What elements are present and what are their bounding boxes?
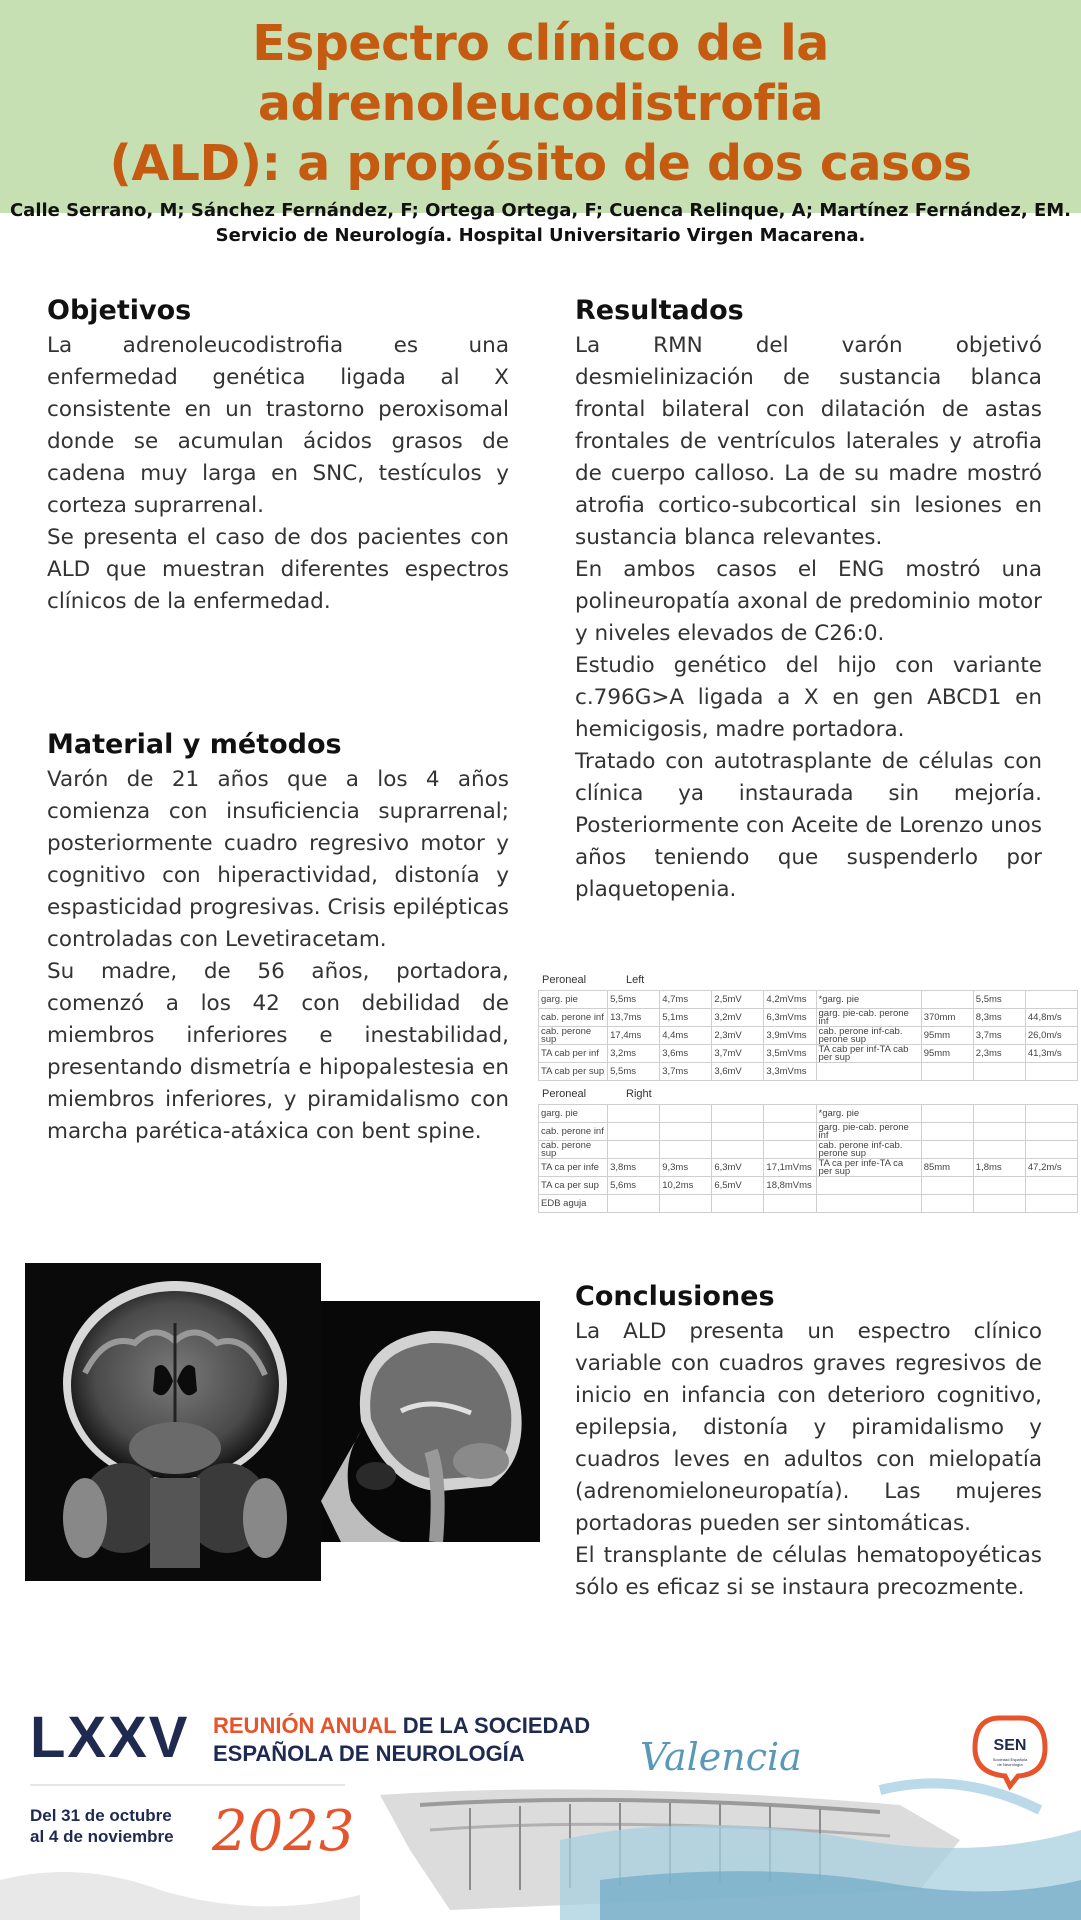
congress-footer (0, 1690, 1081, 1920)
table-cell: 5,1ms (660, 1009, 712, 1027)
table-cell: 3,6ms (660, 1045, 712, 1063)
eng-right-nerve: Peroneal (542, 1088, 587, 1100)
table-cell (1025, 1195, 1077, 1213)
objetivos-heading: Objetivos (47, 295, 192, 326)
sen-logo-text: SEN (993, 1737, 1027, 1754)
table-cell: 3,8ms (608, 1159, 660, 1177)
table-cell: 2,3ms (973, 1045, 1025, 1063)
table-cell: TA cab per sup (539, 1063, 608, 1081)
eng-right-side: Right (626, 1088, 652, 1100)
table-cell (973, 1105, 1025, 1123)
table-cell: 18,8mVms (764, 1177, 816, 1195)
table-cell: 4,7ms (660, 991, 712, 1009)
congress-roman-number: LXXV (30, 1705, 190, 1770)
table-cell (1025, 1105, 1077, 1123)
metodos-paragraph-1: Varón de 21 años que a los 4 años comienza con insuficiencia suprarrenal; posteriormente cuadro regresivo motor y cognitivo con hiperactividad, distonía y espasticidad progresivas. Crisis epilépticas controladas con Levetiracetam. (47, 767, 509, 952)
table-cell: 3,7mV (712, 1045, 764, 1063)
table-cell: 26,0m/s (1025, 1027, 1077, 1045)
table-cell: TA ca per infe-TA ca per sup (816, 1159, 921, 1177)
eng-right-header (538, 1084, 1078, 1104)
table-cell (712, 1195, 764, 1213)
table-cell: garg. pie (539, 1105, 608, 1123)
table-cell: 2,3mV (712, 1027, 764, 1045)
congress-line-2: ESPAÑOLA DE NEUROLOGÍA (213, 1741, 525, 1766)
table-cell: 6,5mV (712, 1177, 764, 1195)
table-cell: 5,5ms (608, 991, 660, 1009)
table-cell: cab. perone inf (539, 1009, 608, 1027)
table-cell (973, 1195, 1025, 1213)
congress-city: Valencia (640, 1735, 802, 1779)
table-cell (764, 1123, 816, 1141)
objetivos-paragraph-2: Se presenta el caso de dos pacientes con ALD que muestran diferentes espectros clínicos de la enfermedad. (47, 525, 509, 614)
table-cell (921, 1105, 973, 1123)
eng-left-table (538, 990, 1078, 1081)
table-cell: TA ca per infe (539, 1159, 608, 1177)
resultados-paragraph-3: Estudio genético del hijo con variante c.796G>A ligada a X en gen ABCD1 en hemicigosis, madre portadora. (575, 653, 1042, 742)
metodos-section (47, 728, 509, 1148)
table-cell: 85mm (921, 1159, 973, 1177)
resultados-section (575, 294, 1042, 906)
table-cell (764, 1195, 816, 1213)
sen-logo (975, 1718, 1045, 1786)
conclusiones-heading: Conclusiones (575, 1281, 775, 1312)
table-cell: EDB aguja (539, 1195, 608, 1213)
table-cell (973, 1063, 1025, 1081)
table-cell: *garg. pie (816, 991, 921, 1009)
table-cell: 370mm (921, 1009, 973, 1027)
table-cell (921, 1063, 973, 1081)
table-row (539, 1141, 1078, 1159)
table-cell (816, 1195, 921, 1213)
table-cell: 8,3ms (973, 1009, 1025, 1027)
table-cell (764, 1105, 816, 1123)
table-cell (608, 1141, 660, 1159)
eng-left-header (538, 970, 1078, 990)
table-cell: *garg. pie (816, 1105, 921, 1123)
table-cell (712, 1105, 764, 1123)
table-cell (921, 1141, 973, 1159)
mri-images (25, 1263, 540, 1581)
table-row (539, 991, 1078, 1009)
table-cell: 4,2mVms (764, 991, 816, 1009)
table-row (539, 1105, 1078, 1123)
table-cell (660, 1123, 712, 1141)
congress-banner (0, 1690, 1081, 1920)
table-cell: 41,3m/s (1025, 1045, 1077, 1063)
table-cell (816, 1063, 921, 1081)
table-cell: 4,4ms (660, 1027, 712, 1045)
table-cell: 3,5mVms (764, 1045, 816, 1063)
table-cell: TA cab per inf (539, 1045, 608, 1063)
poster-header (0, 0, 1081, 246)
table-cell: 3,7ms (973, 1027, 1025, 1045)
resultados-paragraph-1: La RMN del varón objetivó desmielinización de sustancia blanca frontal bilateral con dilatación de astas frontales de ventrículos laterales y atrofia de cuerpo calloso. La de su madre mostró atrofia cortico-subcortical sin lesiones en sustancia blanca relevantes. (575, 333, 1042, 550)
authors: Calle Serrano, M; Sánchez Fernández, F; Ortega Ortega, F; Cuenca Relinque, A; Martínez Fernández, EM. (9, 200, 1072, 221)
table-cell: 13,7ms (608, 1009, 660, 1027)
table-cell: 5,5ms (973, 991, 1025, 1009)
mri-coronal-image (25, 1263, 321, 1581)
sen-logo-subtitle-1: Sociedad Española (992, 1757, 1028, 1762)
table-cell (1025, 1063, 1077, 1081)
table-row (539, 1009, 1078, 1027)
sen-logo-subtitle-2: de Neurología (997, 1762, 1023, 1767)
table-cell (608, 1195, 660, 1213)
mri-sagittal-image (321, 1301, 540, 1542)
table-cell (660, 1105, 712, 1123)
table-cell: 3,7ms (660, 1063, 712, 1081)
table-cell: 3,6mV (712, 1063, 764, 1081)
objetivos-paragraph-1: La adrenoleucodistrofia es una enfermedad genética ligada al X consistente en un trastorno peroxisomal donde se acumulan ácidos grasos de cadena muy larga en SNC, testículos y corteza suprarrenal. (47, 333, 509, 518)
conclusiones-paragraph-1: La ALD presenta un espectro clínico variable con cuadros graves regresivos de inicio en infancia con deterioro cognitivo, epilepsia, distonía y piramidalismo y cuadros leves en adultos con mielopatía (adrenomieloneuropatía). Las mujeres portadoras pueden ser sintomáticas. (575, 1319, 1042, 1536)
table-cell (608, 1105, 660, 1123)
table-cell: 17,4ms (608, 1027, 660, 1045)
table-cell (921, 1123, 973, 1141)
table-cell (608, 1123, 660, 1141)
table-cell: 1,8ms (973, 1159, 1025, 1177)
table-cell (764, 1141, 816, 1159)
resultados-paragraph-4: Tratado con autotrasplante de células con clínica ya instaurada sin mejoría. Posteriormente con Aceite de Lorenzo unos años teniendo que suspenderlo por plaquetopenia. (575, 749, 1042, 902)
congress-year: 2023 (212, 1799, 355, 1864)
table-cell: 44,8m/s (1025, 1009, 1077, 1027)
table-cell: cab. perone inf-cab. perone sup (816, 1141, 921, 1159)
affiliation: Servicio de Neurología. Hospital Universitario Virgen Macarena. (215, 225, 866, 246)
table-cell: garg. pie (539, 991, 608, 1009)
table-cell: 5,5ms (608, 1063, 660, 1081)
table-cell: cab. perone inf (539, 1123, 608, 1141)
table-cell: 95mm (921, 1045, 973, 1063)
congress-line-1: REUNIÓN ANUAL DE LA SOCIEDAD (213, 1713, 591, 1738)
table-cell: 3,2ms (608, 1045, 660, 1063)
table-cell (973, 1177, 1025, 1195)
title-line-1: Espectro clínico de la adrenoleucodistrofia (252, 15, 829, 132)
table-cell: garg. pie-cab. perone inf (816, 1009, 921, 1027)
table-cell (1025, 1123, 1077, 1141)
table-cell (973, 1123, 1025, 1141)
eng-left-nerve: Peroneal (542, 974, 587, 986)
congress-date-line-2: al 4 de noviembre (30, 1827, 174, 1846)
table-cell: cab. perone sup (539, 1141, 608, 1159)
table-cell: 9,3ms (660, 1159, 712, 1177)
conclusiones-section (575, 1280, 1042, 1604)
table-cell (921, 1195, 973, 1213)
table-cell: 6,3mV (712, 1159, 764, 1177)
table-cell: cab. perone sup (539, 1027, 608, 1045)
conclusiones-paragraph-2: El transplante de células hematopoyéticas sólo es eficaz si se instaura precozmente. (575, 1543, 1042, 1600)
table-cell: 47,2m/s (1025, 1159, 1077, 1177)
table-cell: TA ca per sup (539, 1177, 608, 1195)
table-row (539, 1123, 1078, 1141)
table-cell: TA cab per inf-TA cab per sup (816, 1045, 921, 1063)
metodos-paragraph-2: Su madre, de 56 años, portadora, comenzó a los 42 con debilidad de miembros inferiores e inestabilidad, presentando dismetría e hipopalestesia en miembros inferiores, y piramidalismo con marcha parética-atáxica con bent spine. (47, 959, 509, 1144)
poster-title (0, 0, 1081, 194)
table-cell (973, 1141, 1025, 1159)
table-row (539, 1063, 1078, 1081)
table-row (539, 1159, 1078, 1177)
table-cell: 2,5mV (712, 991, 764, 1009)
table-cell: 5,6ms (608, 1177, 660, 1195)
table-cell (1025, 1177, 1077, 1195)
table-cell (921, 1177, 973, 1195)
table-cell: 6,3mVms (764, 1009, 816, 1027)
table-cell: garg. pie-cab. perone inf (816, 1123, 921, 1141)
table-cell: cab. perone inf-cab. perone sup (816, 1027, 921, 1045)
table-row (539, 1045, 1078, 1063)
table-row (539, 1177, 1078, 1195)
table-cell (816, 1177, 921, 1195)
table-cell (712, 1123, 764, 1141)
resultados-paragraph-2: En ambos casos el ENG mostró una polineuropatía axonal de predominio motor y niveles elevados de C26:0. (575, 557, 1042, 646)
eng-tables (538, 970, 1078, 1213)
table-cell: 10,2ms (660, 1177, 712, 1195)
table-row (539, 1027, 1078, 1045)
table-cell (1025, 1141, 1077, 1159)
table-cell (921, 991, 973, 1009)
resultados-heading: Resultados (575, 295, 744, 326)
table-cell: 3,9mVms (764, 1027, 816, 1045)
table-cell (1025, 991, 1077, 1009)
metodos-heading: Material y métodos (47, 729, 342, 760)
table-cell (660, 1141, 712, 1159)
table-row (539, 1195, 1078, 1213)
table-cell: 3,3mVms (764, 1063, 816, 1081)
title-line-2: (ALD): a propósito de dos casos (109, 135, 972, 192)
table-cell: 17,1mVms (764, 1159, 816, 1177)
objetivos-section (47, 294, 509, 618)
eng-right-table (538, 1104, 1078, 1213)
table-cell: 3,2mV (712, 1009, 764, 1027)
table-cell: 95mm (921, 1027, 973, 1045)
eng-left-side: Left (626, 974, 645, 986)
table-cell (712, 1141, 764, 1159)
congress-date-line-1: Del 31 de octubre (30, 1806, 172, 1825)
table-cell (660, 1195, 712, 1213)
